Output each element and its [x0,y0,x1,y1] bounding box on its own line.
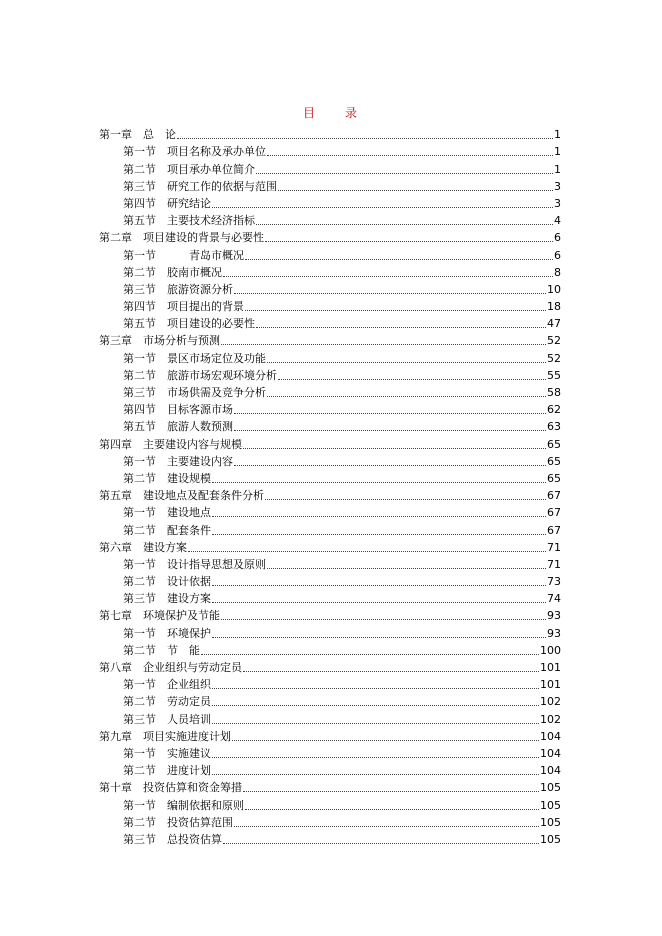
dot-leader [256,327,546,328]
toc-entry-label: 第五章 建设地点及配套条件分析 [99,489,264,503]
toc-section-row[interactable] [99,641,561,658]
dot-leader [267,396,546,397]
toc-entry-label: 第五节 主要技术经济指标 [123,214,255,228]
toc-section-row[interactable] [99,744,561,761]
toc-page-number: 1 [554,128,561,142]
toc-page-number: 105 [540,798,561,812]
toc-entry-label: 第四节 项目提出的背景 [123,300,244,314]
toc-page-number: 65 [547,471,561,485]
toc-entry-label: 第十章 投资估算和资金筹措 [99,781,242,795]
toc-section-row[interactable] [99,813,561,830]
dot-leader [245,310,546,311]
dot-leader [212,688,539,689]
dot-leader [234,293,546,294]
dot-leader [188,551,546,552]
dot-leader [234,430,546,431]
toc-page-number: 3 [554,179,561,193]
toc-page-number: 71 [547,540,561,554]
toc-page-number: 52 [547,334,561,348]
dot-leader [232,740,539,741]
toc-entry-label: 第三节 研究工作的依据与范围 [123,179,277,193]
toc-page-number: 1 [554,145,561,159]
toc-entry-label: 第四节 目标客源市场 [123,403,233,417]
toc-section-row[interactable] [99,675,561,692]
toc-page-number: 10 [547,282,561,296]
toc-entry-label: 第二节 旅游市场宏观环境分析 [123,368,277,382]
toc-section-row[interactable] [99,692,561,709]
toc-section-row[interactable] [99,452,561,469]
dot-leader [265,241,553,242]
toc-section-row[interactable] [99,245,561,262]
toc-page-number: 67 [547,523,561,537]
toc-page-number: 62 [547,403,561,417]
toc-page-number: 4 [554,214,561,228]
toc-section-row[interactable] [99,469,561,486]
toc-entry-label: 第五节 旅游人数预测 [123,420,233,434]
toc-page-number: 105 [540,815,561,829]
toc-entry-label: 第二节 投资估算范围 [123,815,233,829]
toc-chapter-row[interactable] [99,658,561,675]
toc-section-row[interactable] [99,761,561,778]
dot-leader [278,379,546,380]
toc-page-number: 104 [540,764,561,778]
toc-section-row[interactable] [99,314,561,331]
toc-section-row[interactable] [99,503,561,520]
toc-page-number: 102 [540,695,561,709]
toc-entry-label: 第一节 青岛市概况 [123,248,244,262]
toc-section-row[interactable] [99,211,561,228]
dot-leader [221,344,546,345]
toc-page-number: 71 [547,557,561,571]
toc-section-row[interactable] [99,280,561,297]
toc-page-number: 101 [540,661,561,674]
toc-section-row[interactable] [99,142,561,159]
toc-entry-label: 第四章 主要建设内容与规模 [99,437,242,451]
toc-chapter-row[interactable] [99,228,561,245]
dot-leader [267,362,546,363]
toc-page-number: 8 [554,265,561,279]
toc-entry-label: 第一节 编制依据和原则 [123,798,244,812]
toc-entry-label: 第一章 总 论 [99,128,176,142]
toc-entry-label: 第一节 项目名称及承办单位 [123,145,266,159]
toc-page-number: 93 [547,626,561,640]
toc-section-row[interactable] [99,520,561,537]
toc-entry-label: 第二节 项目承办单位简介 [123,162,255,176]
toc-section-row[interactable] [99,348,561,365]
toc-page-number: 65 [547,437,561,451]
dot-leader [212,207,553,208]
toc-chapter-row[interactable] [99,486,561,503]
dot-leader [221,619,546,620]
toc-page-number: 55 [547,368,561,382]
toc-chapter-row[interactable] [99,778,561,795]
toc-entry-label: 第八章 企业组织与劳动定员 [99,661,242,674]
dot-leader [212,757,539,758]
toc-section-row[interactable] [99,194,561,211]
toc-section-row[interactable] [99,417,561,434]
dot-leader [256,224,553,225]
dot-leader [256,173,553,174]
toc-entry-label: 第一节 景区市场定位及功能 [123,351,266,365]
toc-chapter-row[interactable] [99,434,561,451]
toc-entry-label: 第一节 建设地点 [123,506,211,520]
dot-leader [212,602,546,603]
toc-entry-label: 第二节 胶南市概况 [123,265,222,279]
toc-entry-label: 第三节 总投资估算 [123,832,222,846]
toc-page-number: 104 [540,746,561,760]
toc-section-row[interactable] [99,589,561,606]
page-title: 目 录 [302,106,359,120]
toc-entry-label: 第一节 设计指导思想及原则 [123,557,266,571]
toc-section-row[interactable] [99,177,561,194]
toc-entry-label: 第二节 建设规模 [123,471,211,485]
dot-leader [265,499,546,500]
toc-page-number: 74 [547,592,561,606]
toc-section-row[interactable] [99,795,561,812]
toc-entry-label: 第三节 旅游资源分析 [123,282,233,296]
toc-section-row[interactable] [99,623,561,640]
toc-chapter-row[interactable] [99,331,561,348]
dot-leader [212,534,546,535]
toc-section-row[interactable] [99,830,561,847]
dot-leader [245,259,553,260]
dot-leader [212,705,539,706]
toc-page-number: 63 [547,420,561,434]
toc-section-row[interactable] [99,263,561,280]
toc-entry-label: 第一节 实施建议 [123,746,211,760]
toc-entry-label: 第二节 设计依据 [123,575,211,589]
toc-entry-label: 第九章 项目实施进度计划 [99,729,231,743]
toc-entry-label: 第三节 市场供需及竞争分析 [123,386,266,399]
toc-entry-label: 第四节 研究结论 [123,196,211,210]
toc-section-row[interactable] [99,383,561,400]
toc-chapter-row[interactable] [99,125,561,142]
toc-entry-label: 第三节 建设方案 [123,592,211,606]
dot-leader [212,516,546,517]
table-of-contents [99,125,561,847]
toc-page-number: 105 [540,781,561,795]
toc-chapter-row[interactable] [99,538,561,555]
dot-leader [267,568,546,569]
toc-page-number: 58 [547,386,561,399]
dot-leader [201,654,539,655]
dot-leader [212,774,539,775]
toc-page-number: 1 [554,162,561,176]
toc-page-number: 6 [554,248,561,262]
toc-page-number: 102 [540,712,561,726]
toc-page-number: 100 [540,643,561,657]
toc-page-number: 52 [547,351,561,365]
toc-page-number: 67 [547,506,561,520]
toc-entry-label: 第二节 配套条件 [123,523,211,537]
toc-page-number: 93 [547,609,561,623]
dot-leader [234,826,539,827]
dot-leader [245,809,539,810]
dot-leader [212,637,546,638]
toc-section-row[interactable] [99,159,561,176]
dot-leader [243,671,539,672]
toc-page-number: 65 [547,454,561,468]
toc-section-row[interactable] [99,555,561,572]
dot-leader [177,138,553,139]
toc-entry-label: 第三章 市场分析与预测 [99,334,220,348]
toc-entry-label: 第二节 节 能 [123,643,200,657]
toc-page-number: 3 [554,196,561,210]
toc-entry-label: 第三节 人员培训 [123,712,211,726]
toc-page-number: 47 [547,317,561,331]
toc-page-number: 105 [540,832,561,846]
dot-leader [212,482,546,483]
toc-page-number: 67 [547,489,561,503]
dot-leader [243,448,546,449]
toc-section-row[interactable] [99,297,561,314]
toc-section-row[interactable] [99,709,561,726]
toc-section-row[interactable] [99,572,561,589]
dot-leader [212,585,546,586]
toc-entry-label: 第二节 劳动定员 [123,695,211,709]
toc-entry-label: 第五节 项目建设的必要性 [123,317,255,331]
dot-leader [267,155,553,156]
toc-section-row[interactable] [99,366,561,383]
toc-page-number: 104 [540,729,561,743]
dot-leader [278,190,553,191]
toc-page-number: 73 [547,575,561,589]
toc-section-row[interactable] [99,400,561,417]
toc-entry-label: 第二节 进度计划 [123,764,211,778]
toc-entry-label: 第一节 主要建设内容 [123,454,233,468]
dot-leader [223,276,553,277]
dot-leader [212,723,539,724]
toc-page-number: 18 [547,300,561,314]
toc-page-number: 6 [554,231,561,245]
dot-leader [243,791,539,792]
toc-chapter-row[interactable] [99,727,561,744]
toc-entry-label: 第二章 项目建设的背景与必要性 [99,231,264,245]
toc-entry-label: 第六章 建设方案 [99,540,187,554]
toc-page-number: 101 [540,678,561,692]
toc-entry-label: 第一节 企业组织 [123,678,211,692]
toc-entry-label: 第七章 环境保护及节能 [99,609,220,623]
dot-leader [234,413,546,414]
toc-chapter-row[interactable] [99,606,561,623]
dot-leader [223,843,539,844]
dot-leader [234,465,546,466]
toc-entry-label: 第一节 环境保护 [123,626,211,640]
